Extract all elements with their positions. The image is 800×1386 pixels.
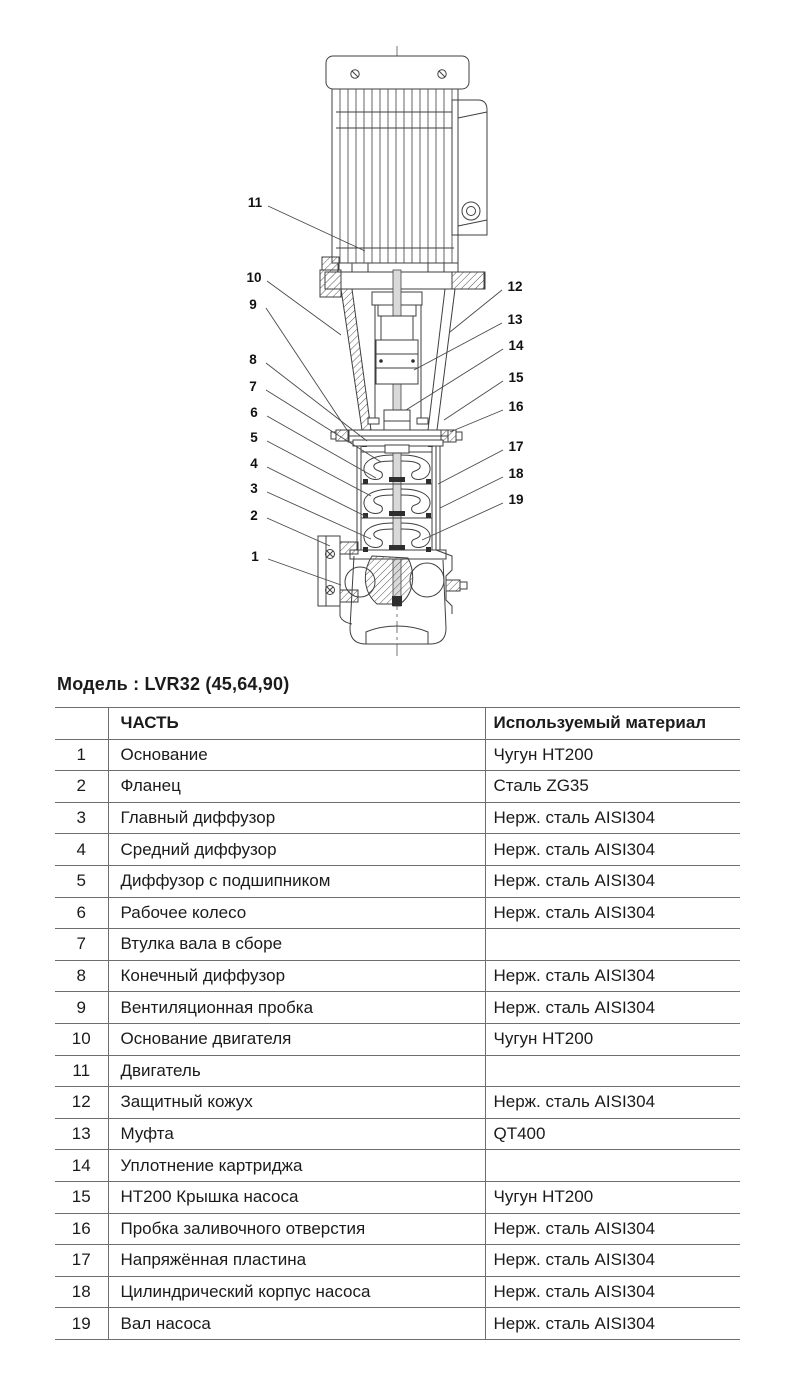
- row-number: 6: [76, 902, 86, 922]
- model-title: Модель : LVR32 (45,64,90): [57, 674, 290, 694]
- material-name: QT400: [485, 1118, 740, 1150]
- table-row: [55, 897, 740, 929]
- part-name: Цилиндрический корпус насоса: [108, 1276, 485, 1308]
- material-name: Чугун HT200: [485, 1181, 740, 1213]
- material-name: Нерж. сталь AISI304: [485, 1087, 740, 1119]
- row-number: 10: [71, 1029, 91, 1049]
- part-name: Диффузор с подшипником: [108, 865, 485, 897]
- part-name: Пробка заливочного отверстия: [108, 1213, 485, 1245]
- table-row: [55, 992, 740, 1024]
- callout-2: 2: [250, 508, 258, 523]
- row-number: 2: [76, 776, 86, 796]
- row-number: 9: [76, 997, 86, 1017]
- callout-13: 13: [507, 312, 523, 327]
- callout-6: 6: [250, 405, 258, 420]
- part-name: Муфта: [108, 1118, 485, 1150]
- row-number: 3: [76, 808, 86, 828]
- callout-15: 15: [508, 370, 524, 385]
- material-name: Нерж. сталь AISI304: [485, 960, 740, 992]
- row-number: 19: [71, 1313, 91, 1333]
- part-name: Вентиляционная пробка: [108, 992, 485, 1024]
- table-row: [55, 771, 740, 803]
- material-name: Нерж. сталь AISI304: [485, 802, 740, 834]
- coupling: [376, 316, 418, 384]
- part-name: Фланец: [108, 771, 485, 803]
- part-name: Основание двигателя: [108, 1023, 485, 1055]
- pump-diagram-svg: [0, 0, 800, 662]
- table-row: [55, 1150, 740, 1182]
- header-part: ЧАСТЬ: [108, 708, 485, 740]
- header-material: Используемый материал: [485, 708, 740, 740]
- part-name: Конечный диффузор: [108, 960, 485, 992]
- material-name: Нерж. сталь AISI304: [485, 1213, 740, 1245]
- part-name: Средний диффузор: [108, 834, 485, 866]
- row-number: 4: [76, 839, 86, 859]
- row-number: 18: [71, 1281, 91, 1301]
- parts-section: [55, 674, 740, 1340]
- callout-19: 19: [508, 492, 524, 507]
- table-row: [55, 960, 740, 992]
- motor: [326, 56, 469, 272]
- part-name: Двигатель: [108, 1055, 485, 1087]
- row-number: 13: [71, 1124, 91, 1144]
- table-row: [55, 1213, 740, 1245]
- material-name: Нерж. сталь AISI304: [485, 1308, 740, 1340]
- flange: [318, 536, 340, 606]
- callout-1: 1: [251, 549, 259, 564]
- table-row: [55, 739, 740, 771]
- callout-3: 3: [250, 481, 258, 496]
- table-header-row: [55, 708, 740, 740]
- row-number: 16: [71, 1218, 91, 1238]
- table-row: [55, 929, 740, 961]
- callout-17: 17: [508, 439, 524, 454]
- table-row: [55, 1181, 740, 1213]
- callout-7: 7: [249, 379, 257, 394]
- row-number: 11: [72, 1060, 91, 1080]
- material-name: Нерж. сталь AISI304: [485, 897, 740, 929]
- table-row: [55, 1308, 740, 1340]
- material-name: [485, 929, 740, 961]
- material-name: Нерж. сталь AISI304: [485, 1276, 740, 1308]
- parts-table: [55, 707, 740, 1340]
- part-name: Напряжённая пластина: [108, 1245, 485, 1277]
- table-row: [55, 834, 740, 866]
- row-number: 12: [71, 1092, 91, 1112]
- row-number: 5: [76, 871, 86, 891]
- table-row: [55, 1087, 740, 1119]
- callout-10: 10: [246, 270, 262, 285]
- callout-18: 18: [508, 466, 524, 481]
- table-row: [55, 1023, 740, 1055]
- callout-11: 11: [247, 195, 263, 210]
- table-row: [55, 1245, 740, 1277]
- callout-9: 9: [249, 297, 257, 312]
- pump-cross-section-diagram: [0, 0, 800, 662]
- table-row: [55, 802, 740, 834]
- material-name: Нерж. сталь AISI304: [485, 1245, 740, 1277]
- material-name: Нерж. сталь AISI304: [485, 865, 740, 897]
- callout-8: 8: [249, 352, 257, 367]
- row-number: 7: [76, 934, 86, 954]
- part-name: Главный диффузор: [108, 802, 485, 834]
- callout-4: 4: [250, 456, 258, 471]
- terminal-box: [452, 100, 487, 235]
- part-name: Вал насоса: [108, 1308, 485, 1340]
- material-name: Сталь ZG35: [485, 771, 740, 803]
- row-number: 17: [71, 1250, 91, 1270]
- row-number: 1: [76, 744, 86, 764]
- part-name: Рабочее колесо: [108, 897, 485, 929]
- material-name: Нерж. сталь AISI304: [485, 834, 740, 866]
- callout-12: 12: [507, 279, 523, 294]
- part-name: Защитный кожух: [108, 1087, 485, 1119]
- header-number: [55, 708, 108, 740]
- material-name: Нерж. сталь AISI304: [485, 992, 740, 1024]
- material-name: Чугун HT200: [485, 1023, 740, 1055]
- row-number: 14: [71, 1155, 91, 1175]
- part-name: Втулка вала в сборе: [108, 929, 485, 961]
- table-row: [55, 865, 740, 897]
- callout-14: 14: [508, 338, 524, 353]
- material-name: Чугун HT200: [485, 739, 740, 771]
- callout-5: 5: [250, 430, 258, 445]
- row-number: 8: [76, 966, 86, 986]
- material-name: [485, 1150, 740, 1182]
- part-name: Уплотнение картриджа: [108, 1150, 485, 1182]
- table-row: [55, 1276, 740, 1308]
- row-number: 15: [71, 1187, 91, 1207]
- table-row: [55, 1118, 740, 1150]
- volute: [365, 556, 412, 604]
- part-name: Основание: [108, 739, 485, 771]
- material-name: [485, 1055, 740, 1087]
- part-name: HT200 Крышка насоса: [108, 1181, 485, 1213]
- callout-16: 16: [508, 399, 524, 414]
- table-row: [55, 1055, 740, 1087]
